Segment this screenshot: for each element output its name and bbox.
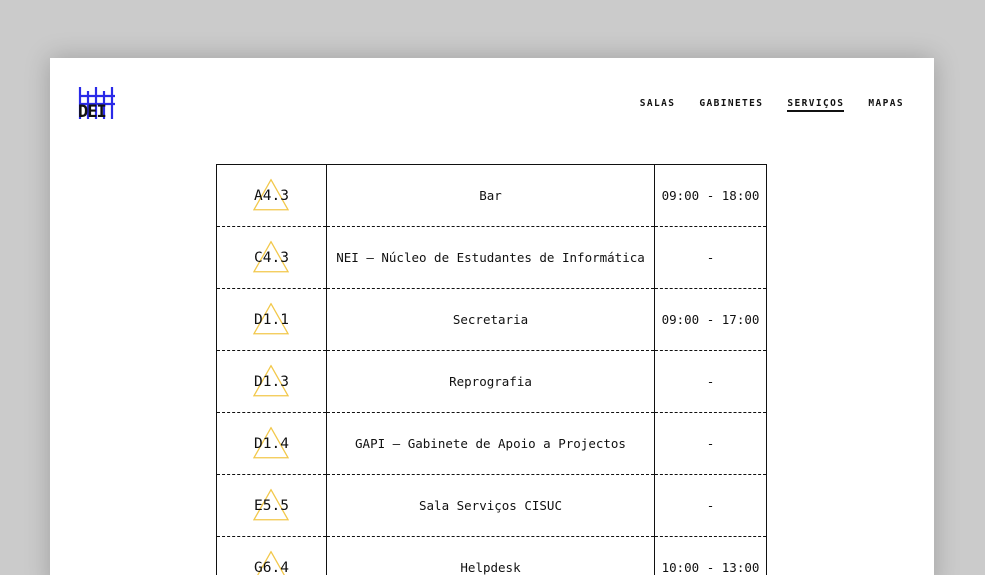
service-hours: 10:00 - 13:00 [655, 537, 767, 575]
room-cell [217, 475, 327, 537]
page-card [50, 58, 934, 575]
services-table-body [217, 165, 767, 575]
room-code: D1.3 [254, 373, 289, 390]
service-name: Sala Serviços CISUC [327, 475, 655, 537]
service-name: NEI — Núcleo de Estudantes de Informática [327, 227, 655, 289]
nav-servicos[interactable]: SERVIÇOS [787, 98, 844, 112]
room-code: D1.1 [254, 311, 289, 328]
service-name: Helpdesk [327, 537, 655, 575]
nav-salas[interactable]: SALAS [639, 98, 676, 109]
nav-mapas[interactable]: MAPAS [868, 98, 904, 109]
room-marker [254, 188, 289, 204]
room-cell [217, 165, 327, 227]
room-cell [217, 289, 327, 351]
nav-gabinetes[interactable]: GABINETES [699, 98, 764, 109]
service-hours: 09:00 - 18:00 [655, 165, 767, 227]
main-nav [640, 98, 904, 112]
room-code: C4.3 [254, 249, 289, 266]
room-code: D1.4 [254, 435, 289, 452]
room-cell [217, 537, 327, 575]
service-hours: - [655, 413, 767, 475]
service-hours: - [655, 227, 767, 289]
room-marker [254, 560, 289, 575]
table-row[interactable] [217, 537, 767, 575]
room-cell [217, 351, 327, 413]
service-name: Reprografia [327, 351, 655, 413]
room-code: G6.4 [254, 559, 289, 575]
table-row[interactable] [217, 289, 767, 351]
service-name: Secretaria [327, 289, 655, 351]
room-cell [217, 227, 327, 289]
service-name: Bar [327, 165, 655, 227]
room-marker [254, 374, 289, 390]
services-table [216, 164, 767, 575]
dei-logo[interactable] [78, 86, 118, 122]
table-row[interactable] [217, 227, 767, 289]
table-row[interactable] [217, 413, 767, 475]
room-cell [217, 413, 327, 475]
room-marker [254, 250, 289, 266]
room-marker [254, 436, 289, 452]
table-row[interactable] [217, 351, 767, 413]
service-hours: 09:00 - 17:00 [655, 289, 767, 351]
table-row[interactable] [217, 475, 767, 537]
room-marker [254, 312, 289, 328]
room-code: A4.3 [254, 187, 289, 204]
service-name: GAPI — Gabinete de Apoio a Projectos [327, 413, 655, 475]
service-hours: - [655, 475, 767, 537]
table-row[interactable] [217, 165, 767, 227]
room-marker [254, 498, 289, 514]
room-code: E5.5 [254, 497, 289, 514]
logo-text: DEI [78, 102, 106, 122]
service-hours: - [655, 351, 767, 413]
